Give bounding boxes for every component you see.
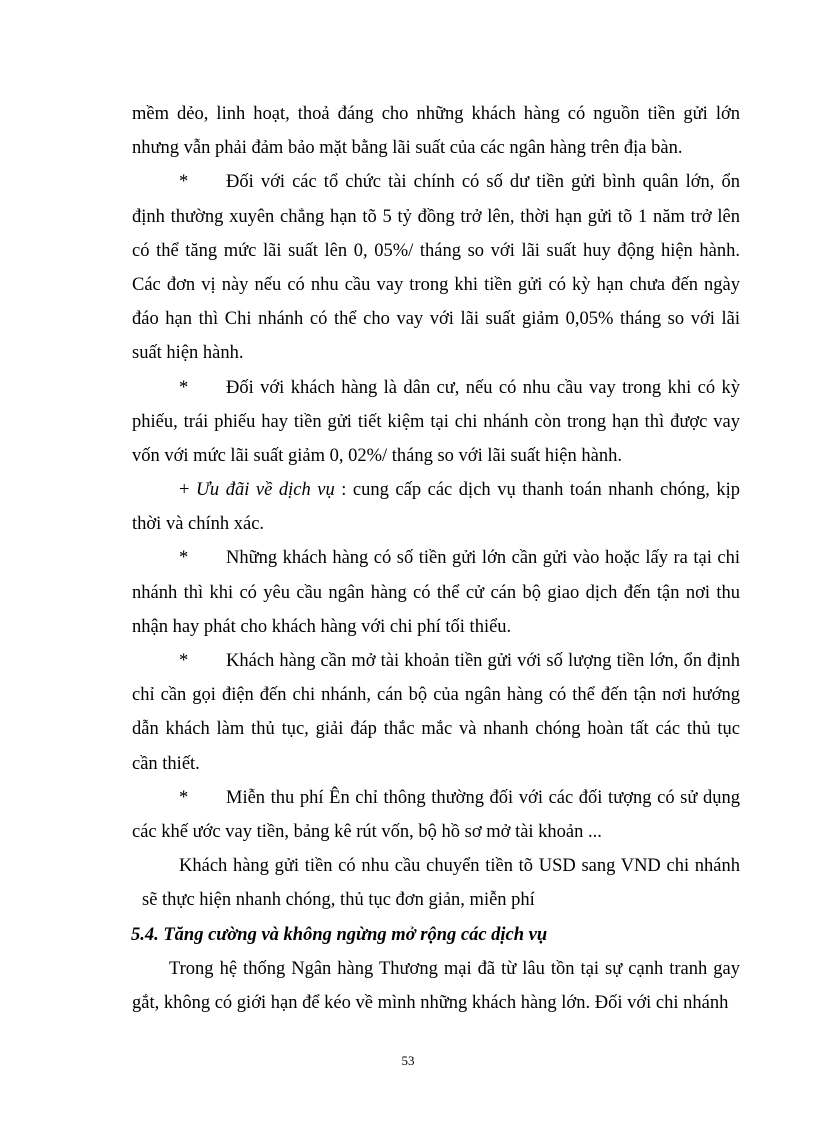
text-line: gắt, không có giới hạn để kéo về mình những khách hàng lớn. Đối với chi nhánh [132,992,729,1013]
bullet-line [132,541,740,575]
bullet-line [132,165,740,199]
page-number: 53 [401,1053,415,1068]
bullet-star: * [179,377,189,398]
text-line: vốn với mức lãi suất giảm 0, 02%/ tháng so với lãi suất hiện hành. [132,445,622,466]
plus-prefix: + [179,480,196,501]
body-text [132,97,740,1020]
text-line: đáo hạn thì Chi nhánh có thể cho vay với lãi suất giảm 0,05% tháng so với lãi [132,309,740,330]
text-line: phiếu, trái phiếu hay tiền gửi tiết kiệm tại chi nhánh còn trong hạn thì được vay [132,411,740,432]
text-line: nhưng vẫn phải đảm bảo mặt bằng lãi suất của các ngân hàng trên địa bàn. [132,138,683,159]
text-line: nhánh thì khi có yêu cầu ngân hàng có thể cử cán bộ giao dịch đến tận nơi thu [132,582,740,603]
section-heading: 5.4. Tăng cường và không ngừng mở rộng các dịch vụ [131,924,548,945]
bullet-text: Những khách hàng có số tiền gửi lớn cần gửi vào hoặc lấy ra tại chi [226,548,740,569]
text-line: Trong hệ thống Ngân hàng Thương mại đã từ lâu tồn tại sự cạnh tranh gay [169,958,740,979]
bullet-star: * [179,172,189,193]
bullet-text: Đối với các tổ chức tài chính có số dư tiền gửi bình quân lớn, ổn [226,172,740,193]
uu-dai-label: Ưu đãi về dịch vụ [195,480,335,501]
bullet-text: Đối với khách hàng là dân cư, nếu có nhu cầu vay trong khi có kỳ [226,377,740,398]
text-line: dẫn khách làm thủ tục, giải đáp thắc mắc và nhanh chóng hoàn tất các thủ tục [132,719,740,740]
text-line: nhận hay phát cho khách hàng với chi phí tối thiểu. [132,616,512,637]
text-line: sẽ thực hiện nhanh chóng, thủ tục đơn giản, miễn phí [142,890,535,911]
text-line: chỉ cần gọi điện đến chi nhánh, cán bộ của ngân hàng có thể đến tận nơi hướng [132,685,740,706]
bullet-line [132,371,740,405]
uu-dai-line [132,473,740,507]
bullet-star: * [179,651,189,671]
text-line: định thường xuyên chẳng hạn tõ 5 tỷ đồng trở lên, thời hạn gửi tõ 1 năm trở lên [132,206,740,227]
bullet-star: * [179,548,189,569]
bullet-text: Khách hàng cần mở tài khoản tiền gửi với số lượng tiền lớn, ổn định [226,651,740,671]
text-line: các khế ước vay tiền, bảng kê rút vốn, bộ hồ sơ mở tài khoản ... [132,821,602,842]
bullet-star: * [179,787,189,808]
text-line: thời và chính xác. [132,514,265,535]
text-line: có thể tăng mức lãi suất lên 0, 05%/ tháng so với lãi suất huy động hiện hành. [132,240,740,261]
text-line: suất hiện hành. [132,343,244,364]
text-line: mềm dẻo, linh hoạt, thoả đáng cho những khách hàng có nguồn tiền gửi lớn [132,104,740,124]
bullet-line [132,781,740,815]
bullet-text: Miễn thu phí Ên chỉ thông thường đối với các đối tượng có sử dụng [226,787,740,808]
bullet-line [132,644,740,678]
text-line: Khách hàng gửi tiền có nhu cầu chuyển tiền tõ USD sang VND chi nhánh [179,856,740,877]
text-line: Các đơn vị này nếu có nhu cầu vay trong khi tiền gửi có kỳ hạn chưa đến ngày [132,274,740,295]
uu-dai-text: : cung cấp các dịch vụ thanh toán nhanh chóng, kịp [341,480,741,501]
text-line: cần thiết. [132,753,200,774]
